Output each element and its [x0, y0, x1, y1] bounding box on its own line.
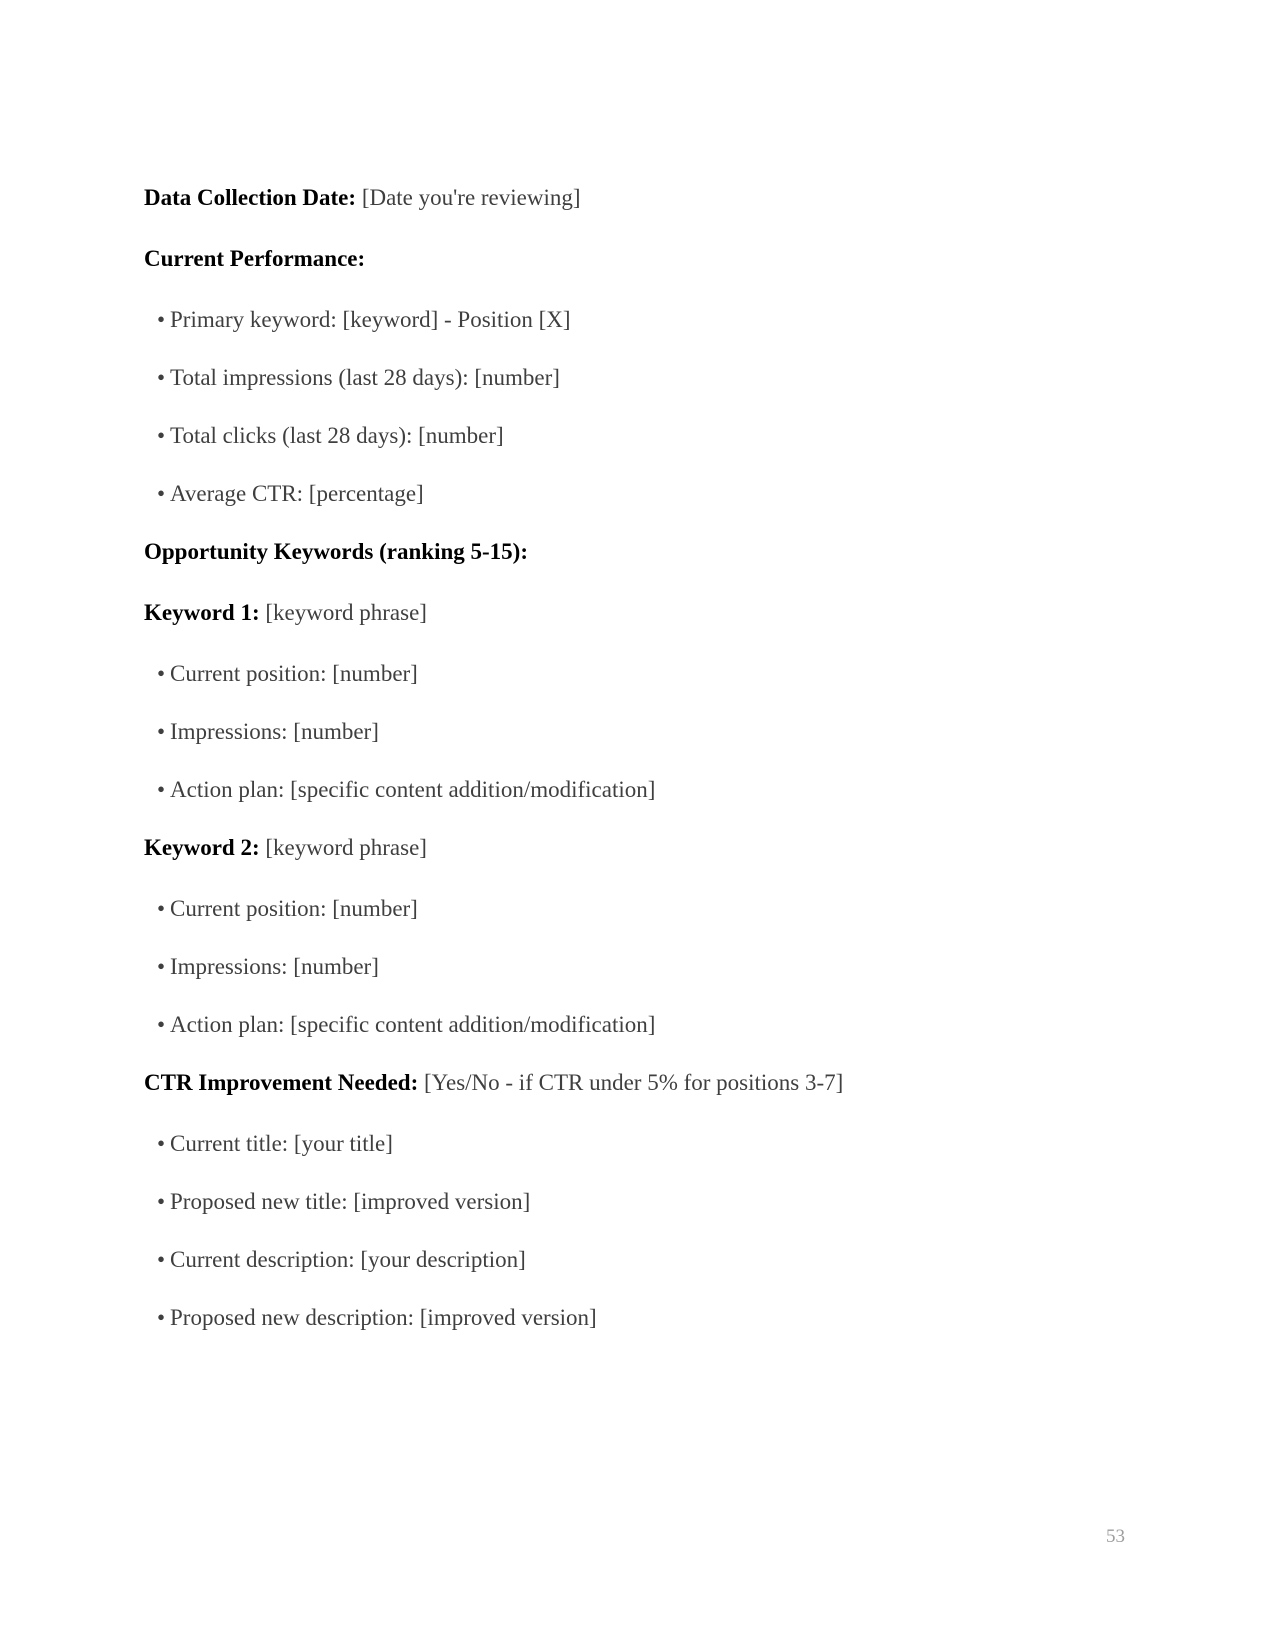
bullet-marker: • — [157, 1131, 166, 1156]
bullet-proposed-new-title — [144, 1190, 1131, 1214]
bullet-marker: • — [157, 423, 166, 448]
bullet-kw1-current-position — [144, 662, 1131, 686]
bullet-kw2-current-position — [144, 897, 1131, 921]
bullet-marker: • — [157, 1189, 166, 1214]
bullet-kw1-impressions — [144, 720, 1131, 744]
bullet-marker: • — [157, 481, 166, 506]
bullet-total-clicks — [144, 424, 1131, 448]
heading-opportunity-keywords — [144, 540, 1131, 564]
page-number: 53 — [1106, 1526, 1125, 1547]
bullet-marker: • — [157, 365, 166, 390]
bullet-kw1-action-plan — [144, 778, 1131, 802]
bullet-kw2-action-plan — [144, 1013, 1131, 1037]
heading-current-performance — [144, 247, 1131, 271]
bullet-marker: • — [157, 307, 166, 332]
bullet-kw2-impressions — [144, 955, 1131, 979]
bullet-text: Total clicks (last 28 days): [number] — [170, 423, 504, 448]
bullet-text: Impressions: [number] — [170, 954, 379, 979]
bullet-text: Impressions: [number] — [170, 719, 379, 744]
bullet-marker: • — [157, 661, 166, 686]
field-ctr-improvement-needed — [144, 1071, 1131, 1095]
bullet-text: Proposed new description: [improved version] — [170, 1305, 597, 1330]
document-content — [144, 186, 1131, 1364]
bullet-marker: • — [157, 777, 166, 802]
bullet-text: Action plan: [specific content addition/modification] — [170, 1012, 656, 1037]
bullet-current-title — [144, 1132, 1131, 1156]
field-keyword-1 — [144, 601, 1131, 625]
bullet-text: Current description: [your description] — [170, 1247, 526, 1272]
field-keyword-2 — [144, 836, 1131, 860]
bullet-primary-keyword — [144, 308, 1131, 332]
field-label: Keyword 2: — [144, 835, 260, 860]
bullet-text: Average CTR: [percentage] — [170, 481, 424, 506]
heading-label: Current Performance: — [144, 246, 366, 271]
field-value: [keyword phrase] — [259, 600, 427, 625]
field-label: Keyword 1: — [144, 600, 260, 625]
bullet-text: Action plan: [specific content addition/modification] — [170, 777, 656, 802]
bullet-text: Current position: [number] — [170, 896, 418, 921]
field-value: [Date you're reviewing] — [356, 185, 581, 210]
field-data-collection-date — [144, 186, 1131, 210]
bullet-text: Total impressions (last 28 days): [number] — [170, 365, 560, 390]
bullet-marker: • — [157, 1247, 166, 1272]
bullet-total-impressions — [144, 366, 1131, 390]
bullet-text: Current title: [your title] — [170, 1131, 393, 1156]
bullet-marker: • — [157, 1305, 166, 1330]
bullet-marker: • — [157, 954, 166, 979]
bullet-text: Proposed new title: [improved version] — [170, 1189, 531, 1214]
bullet-current-description — [144, 1248, 1131, 1272]
field-label: CTR Improvement Needed: — [144, 1070, 419, 1095]
field-value: [Yes/No - if CTR under 5% for positions 3-7] — [418, 1070, 844, 1095]
field-label: Data Collection Date: — [144, 185, 357, 210]
field-value: [keyword phrase] — [259, 835, 427, 860]
bullet-proposed-new-description — [144, 1306, 1131, 1330]
bullet-text: Current position: [number] — [170, 661, 418, 686]
bullet-text: Primary keyword: [keyword] - Position [X] — [170, 307, 571, 332]
bullet-average-ctr — [144, 482, 1131, 506]
bullet-marker: • — [157, 1012, 166, 1037]
bullet-marker: • — [157, 896, 166, 921]
bullet-marker: • — [157, 719, 166, 744]
heading-label: Opportunity Keywords (ranking 5-15): — [144, 539, 528, 564]
